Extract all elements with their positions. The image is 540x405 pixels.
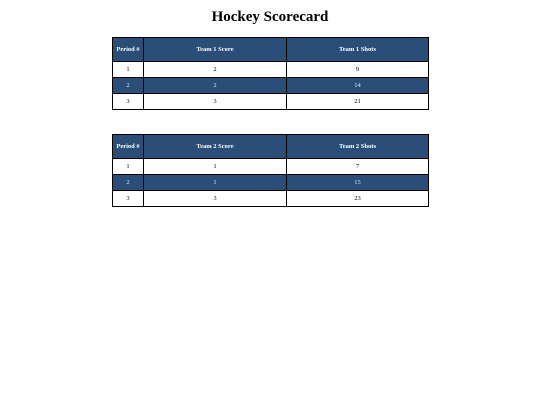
period-cell: 1 <box>113 62 144 78</box>
table-header-row <box>113 135 429 159</box>
score-cell: 2 <box>144 78 287 94</box>
table-row <box>113 62 429 78</box>
team-2-table <box>112 134 429 207</box>
score-cell: 2 <box>144 62 287 78</box>
score-cell: 3 <box>144 94 287 110</box>
table-row <box>113 175 429 191</box>
shots-cell: 15 <box>287 175 429 191</box>
table-row <box>113 191 429 207</box>
page-title: Hockey Scorecard <box>211 9 329 25</box>
period-cell: 3 <box>113 94 144 110</box>
shots-cell: 7 <box>287 159 429 175</box>
table-header-row <box>113 38 429 62</box>
team-1-table <box>112 37 429 110</box>
table-row <box>113 159 429 175</box>
period-cell: 3 <box>113 191 144 207</box>
header-team-1-shots: Team 1 Shots <box>287 38 429 62</box>
score-cell: 1 <box>144 159 287 175</box>
shots-cell: 9 <box>287 62 429 78</box>
shots-cell: 23 <box>287 191 429 207</box>
shots-cell: 14 <box>287 78 429 94</box>
shots-cell: 21 <box>287 94 429 110</box>
header-team-2-shots: Team 2 Shots <box>287 135 429 159</box>
score-cell: 1 <box>144 175 287 191</box>
period-cell: 1 <box>113 159 144 175</box>
header-period: Period # <box>113 135 144 159</box>
table-row <box>113 78 429 94</box>
score-cell: 3 <box>144 191 287 207</box>
period-cell: 2 <box>113 78 144 94</box>
header-team-1-score: Team 1 Score <box>144 38 287 62</box>
table-row <box>113 94 429 110</box>
header-period: Period # <box>113 38 144 62</box>
period-cell: 2 <box>113 175 144 191</box>
header-team-2-score: Team 2 Score <box>144 135 287 159</box>
